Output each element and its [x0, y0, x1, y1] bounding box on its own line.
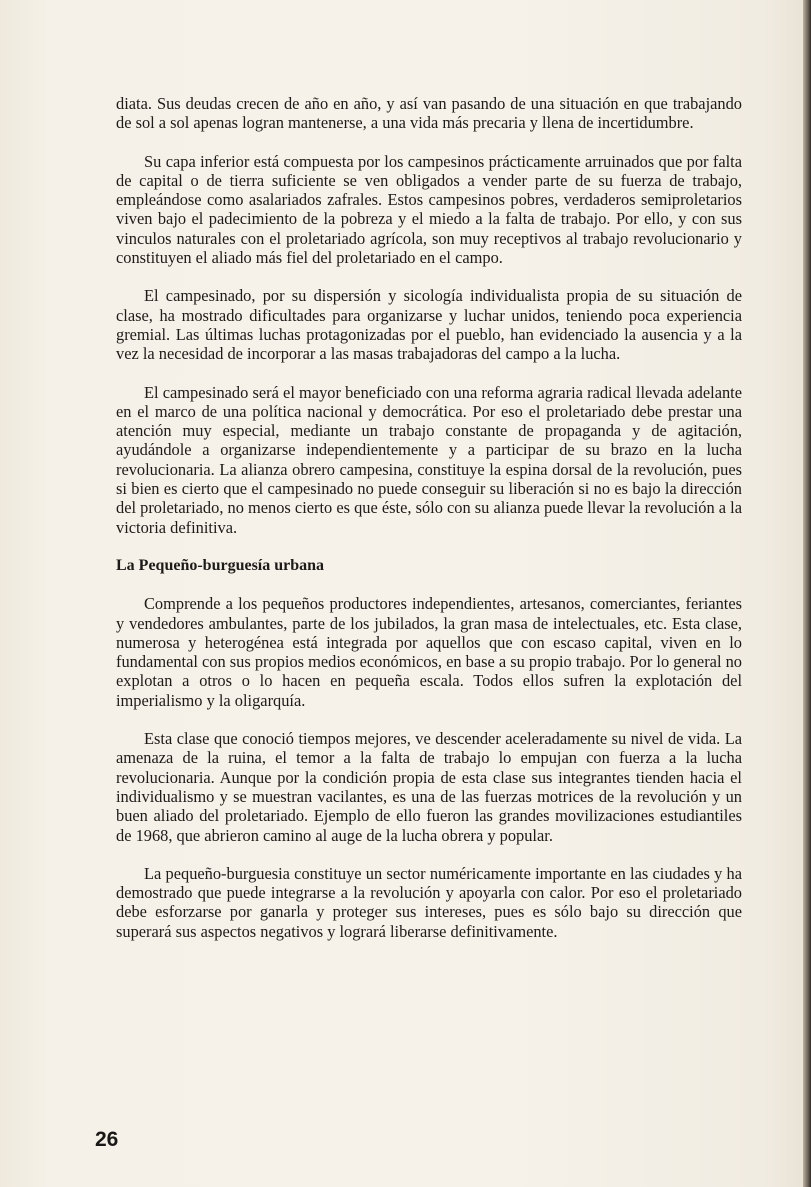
paragraph: Esta clase que conoció tiempos mejores, ve descender aceleradamente su nivel de vida. La amenaza de la ruina, el temor a la falta de trabajo lo empujan con fuerza a la lucha revolucionaria. Aunque por la condición propia de esta clase sus integrantes tienden hacia el individualismo y se muestran vacilantes, es una de las fuerzas motrices de la revolución y un buen aliado del proletariado. Ejemplo de ello fueron las grandes movilizaciones estudiantiles de 1968, que abrieron camino al auge de la lucha obrera y popular.: [116, 729, 742, 845]
page-edge-shadow: [803, 0, 811, 1187]
paragraph: El campesinado será el mayor beneficiado con una reforma agraria radical llevada adelante en el marco de una política nacional y democrática. Por eso el proletariado debe prestar una atención muy especial, mediante un trabajo constante de propaganda y de agitación, ayudándole a organizarse independientemente y a participar de su brazo en la lucha revolucionaria. La alianza obrero campesina, constituye la espina dorsal de la revolución, pues si bien es cierto que el campesinado no puede conseguir su liberación si no es bajo la dirección del proletariado, no menos cierto es que éste, sólo con su alianza puede llevar la revolución a la victoria definitiva.: [116, 382, 742, 537]
paragraph: El campesinado, por su dispersión y sicología individualista propia de su situación de clase, ha mostrado dificultades para organizarse y luchar unidos, teniendo poca experiencia gremial. Las últimas luchas protagonizadas por el pueblo, han evidenciado la ausencia y a la vez la necesidad de incorporar a las masas trabajadoras del campo a la lucha.: [116, 286, 742, 364]
paragraph-continued: diata. Sus deudas crecen de año en año, y así van pasando de una situación en que trabajando de sol a sol apenas logran mantenerse, a una vida más precaria y llena de incertidumbre.: [116, 94, 742, 133]
paragraph: Comprende a los pequeños productores independientes, artesanos, comerciantes, feriantes y vendedores ambulantes, parte de los jubilados, la gran masa de intelectuales, etc. Esta clase, numerosa y heterogénea está integrada por aquellos que con escaso capital, viven en lo fundamental con sus propios medios económicos, en base a su propio trabajo. Por lo general no explotan a otros o lo hacen en pequeña escala. Todos ellos sufren la explotación del imperialismo y la oligarquía.: [116, 594, 742, 710]
paragraph: Su capa inferior está compuesta por los campesinos prácticamente arruinados que por falta de capital o de tierra suficiente se ven obligados a vender parte de su fuerza de trabajo, empleándose como asalariados zafrales. Estos campesinos pobres, verdaderos semiproletarios viven bajo el padecimiento de la pobreza y el miedo a la falta de trabajo. Por ello, y con sus vinculos naturales con el proletariado agrícola, son muy receptivos al trabajo revolucionario y constituyen el aliado más fiel del proletariado en el campo.: [116, 151, 742, 268]
text-column: [116, 94, 742, 960]
page-number: 26: [95, 1128, 119, 1151]
section-heading: La Pequeño-burguesía urbana: [116, 556, 325, 574]
paragraph: La pequeño-burguesia constituye un sector numéricamente importante en las ciudades y ha demostrado que puede integrarse a la revolución y apoyarla con calor. Por eso el proletariado debe esforzarse por ganarla y proteger sus intereses, pues es sólo bajo su dirección que superará sus aspectos negativos y logrará liberarse definitivamente.: [116, 863, 742, 941]
